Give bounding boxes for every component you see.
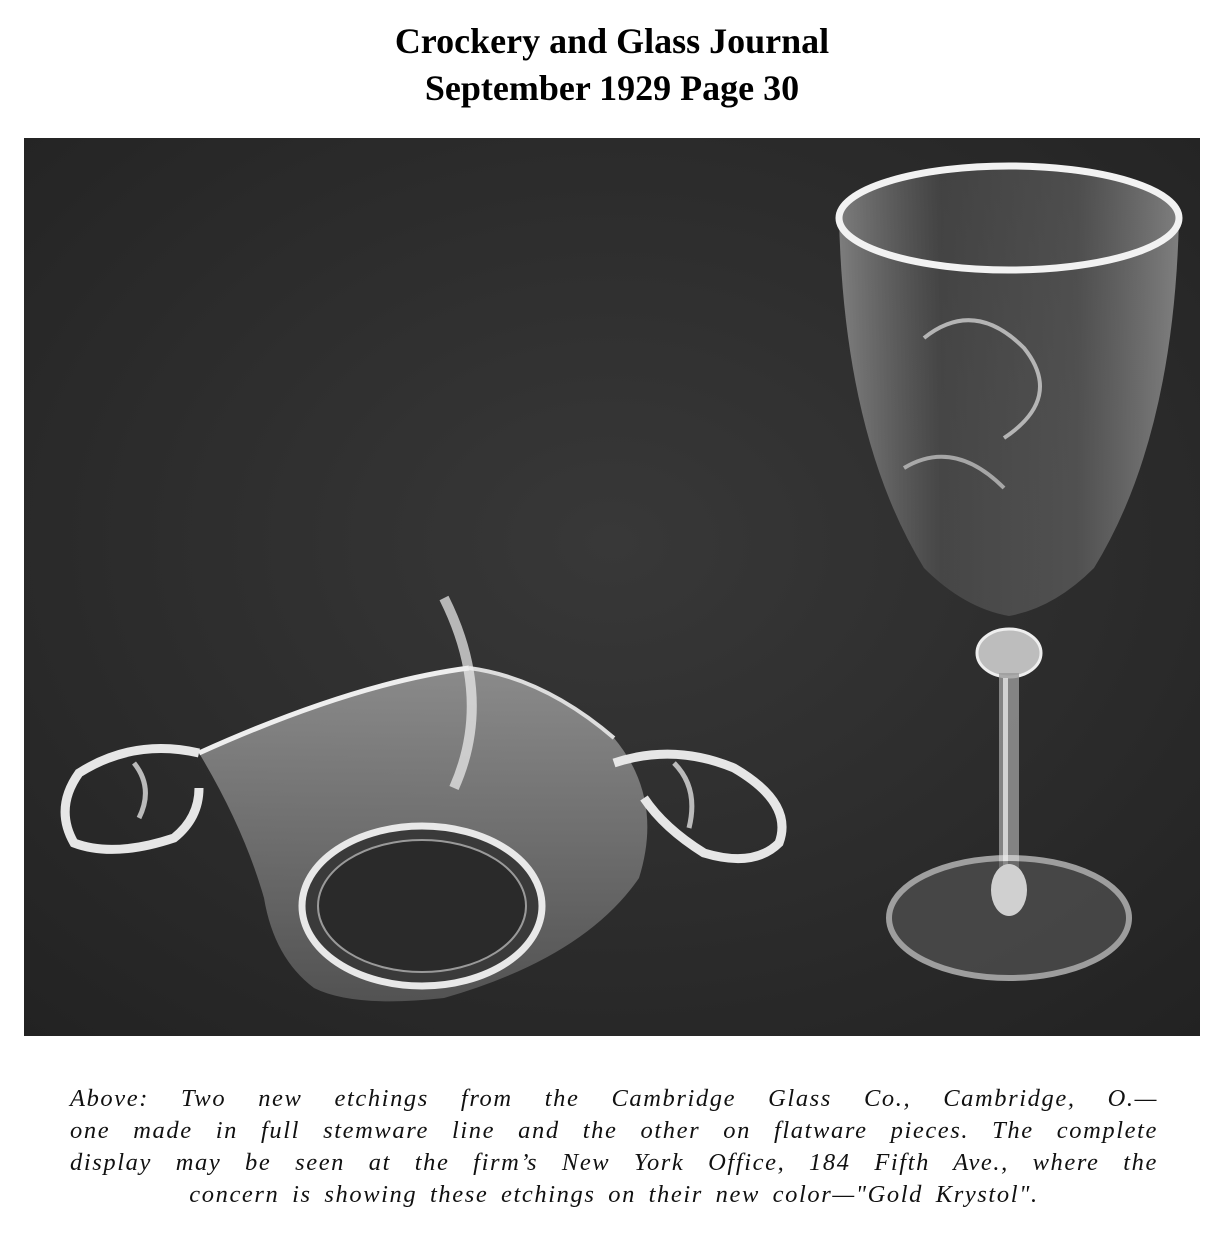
caption-line-1: Above: Two new etchings from the Cambridge Glass Co., Cambridge, O.—: [70, 1085, 1158, 1112]
page-title: [0, 18, 1224, 112]
caption-line-2: one made in full stemware line and the other on flatware pieces. The complete: [70, 1117, 1158, 1144]
journal-title: Crockery and Glass Journal: [394, 21, 830, 61]
issue-date: September 1929 Page 30: [424, 68, 800, 108]
product-photo: [24, 138, 1200, 1036]
caption-line-4: concern is showing these etchings on their new color—"Gold Krystol".: [189, 1181, 1039, 1208]
caption-line-3: display may be seen at the firm’s New York Office, 184 Fifth Ave., where the: [70, 1149, 1158, 1176]
photo-caption: [70, 1083, 1158, 1211]
